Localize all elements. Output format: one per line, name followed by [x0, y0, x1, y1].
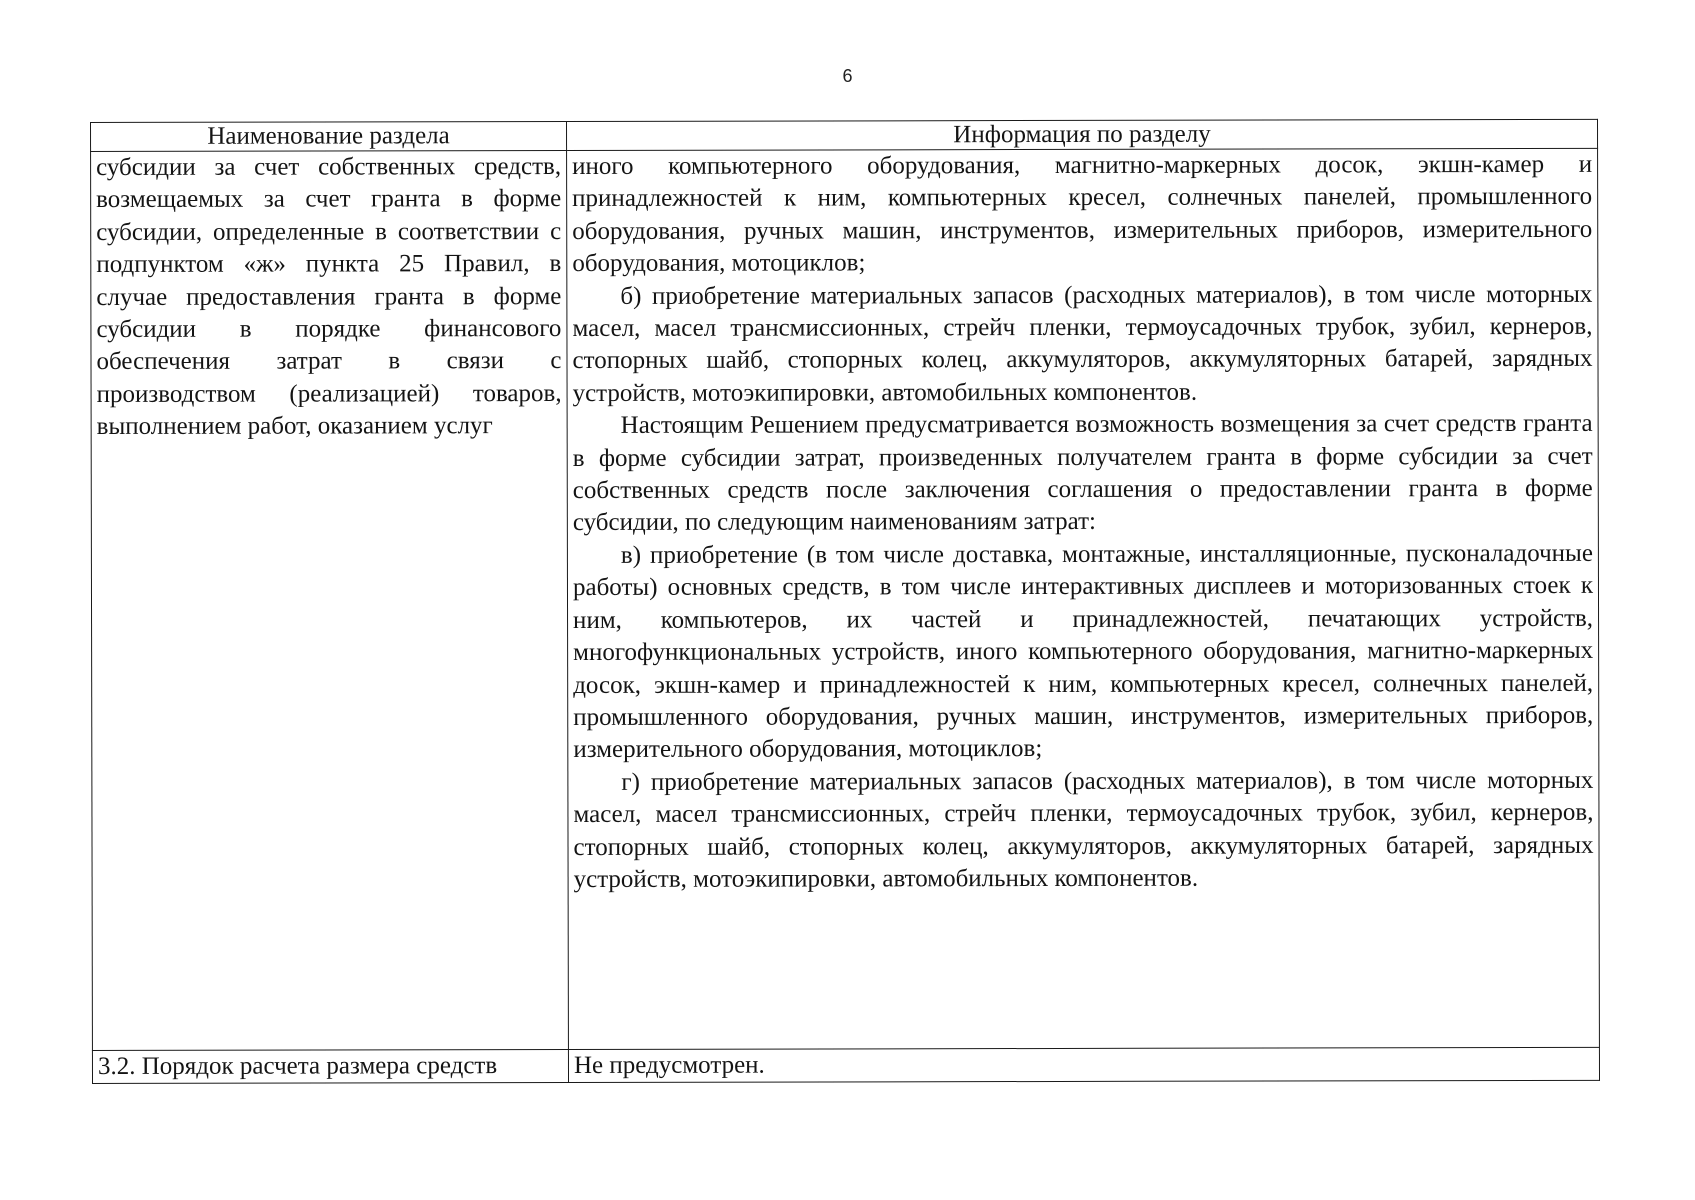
info-paragraph-reimbursement: Настоящим Решением предусматривается возможность возмещения за счет средств гранта в форме субсидии затрат, произведенных получателем гранта в форме субсидии за счет собственных средств после заключения соглашения о предоставлении гранта в форме субсидии, по следующим наименованиям затрат: [572, 410, 1593, 537]
section-table [90, 119, 1600, 1085]
section-name-cell [91, 151, 569, 1051]
section-name-cell: 3.2. Порядок расчета размера средств [92, 1050, 568, 1084]
page-number: 6 [842, 66, 853, 86]
header-section-info: Информация по разделу [567, 119, 1598, 150]
table-row [91, 148, 1600, 1050]
header-section-name: Наименование раздела [91, 122, 567, 152]
info-paragraph-v: в) приобретение (в том числе доставка, монтажные, инсталляционные, пусконаладочные работы) основных средств, в том числе интерактивных дисплеев и моторизованных стоек к ним, компьютеров, их частей и принадлежностей, печатающих устройств, многофункциональных устройств, иного компьютерного оборудования, магнитно-маркерных досок, экшн-камер и принадлежностей к ним, компьютерных кресел, солнечных панелей, промышленного оборудования, ручных машин, инструментов, измерительных приборов, измерительного оборудования, мотоциклов; [572, 539, 1594, 764]
info-paragraph-b: б) приобретение материальных запасов (расходных материалов), в том числе моторных масел, масел трансмиссионных, стрейч пленки, термоусадочных трубок, зубил, кернеров, стопорных шайб, стопорных колец, аккумуляторов, аккумуляторных батарей, зарядных устройств, мотоэкипировки, автомобильных компонентов. [572, 280, 1593, 407]
section-info-cell [567, 148, 1600, 1049]
table-row [92, 1047, 1599, 1084]
section-name-text: субсидии за счет собственных средств, возмещаемых за счет гранта в форме субсидии, определенные в соответствии с подпунктом «ж» пункта 25 Правил, в случае предоставления гранта в форме субсидии в порядке финансового обеспечения затрат в связи с производством (реализацией) товаров, выполнением работ, оказанием услуг [96, 153, 562, 441]
table-header-row [91, 119, 1598, 151]
info-paragraph-continuation: иного компьютерного оборудования, магнитно-маркерных досок, экшн-камер и принадлежностей к ним, компьютерных кресел, солнечных панелей, промышленного оборудования, ручных машин, инструментов, измерительных приборов, измерительного оборудования, мотоциклов; [572, 150, 1593, 278]
info-paragraph-g: г) приобретение материальных запасов (расходных материалов), в том числе моторных масел, масел трансмиссионных, стрейч пленки, термоусадочных трубок, зубил, кернеров, стопорных шайб, стопорных колец, аккумуляторов, аккумуляторных батарей, зарядных устройств, мотоэкипировки, автомобильных компонентов. [573, 766, 1594, 893]
section-info-cell: Не предусмотрен. [568, 1047, 1599, 1083]
